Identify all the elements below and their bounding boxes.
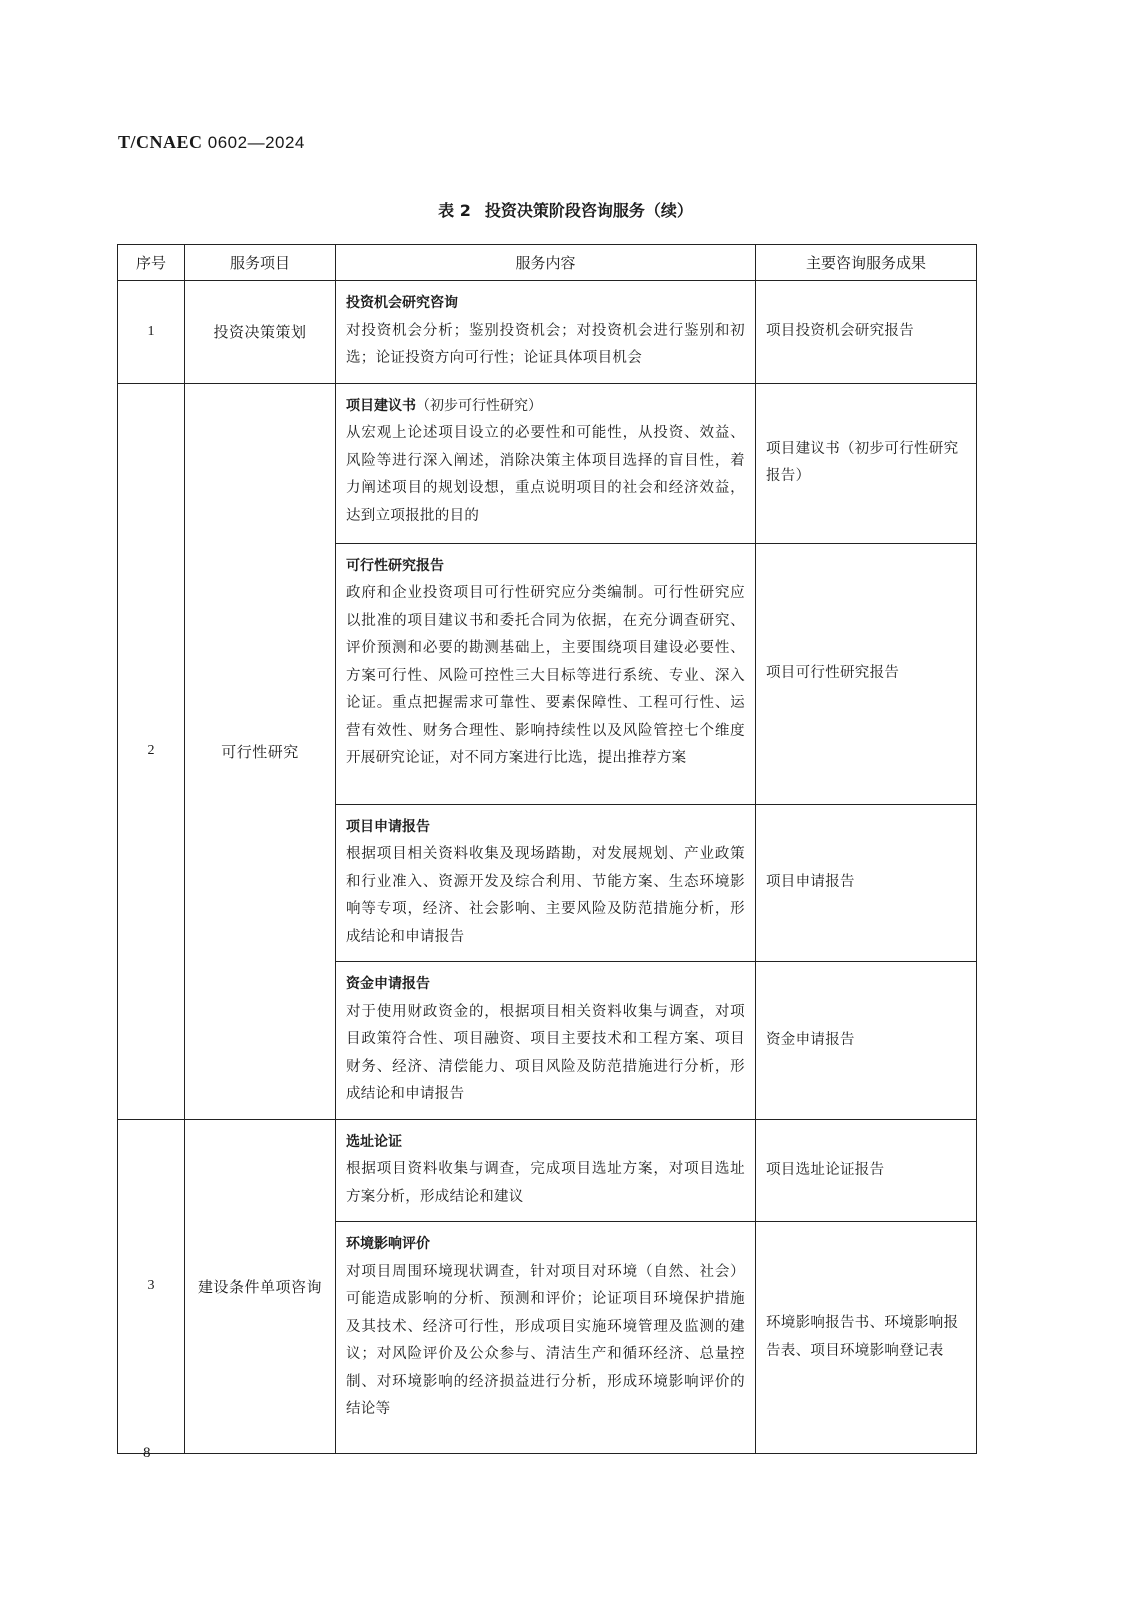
service-content-cell [336, 962, 756, 1120]
result-cell: 项目建议书（初步可行性研究报告） [756, 383, 977, 543]
service-content-cell [336, 281, 756, 384]
result-cell: 环境影响报告书、环境影响报告表、项目环境影响登记表 [756, 1222, 977, 1454]
result-cell: 资金申请报告 [756, 962, 977, 1120]
table-row [118, 383, 977, 543]
content-body: 根据项目资料收集与调查，完成项目选址方案，对项目选址方案分析，形成结论和建议 [346, 1161, 745, 1205]
content-title: 投资机会研究咨询 [346, 295, 458, 311]
standard-prefix: T/CNAEC [118, 132, 203, 152]
service-item-cell: 投资决策策划 [185, 281, 336, 384]
seq-cell: 2 [118, 383, 185, 1119]
consulting-services-table [117, 244, 977, 1454]
content-title: 资金申请报告 [346, 976, 430, 992]
seq-cell: 3 [118, 1119, 185, 1454]
content-title: 选址论证 [346, 1133, 402, 1150]
column-header-item: 服务项目 [185, 245, 336, 281]
table-header-row [118, 245, 977, 281]
result-cell: 项目投资机会研究报告 [756, 281, 977, 384]
standard-number: 0602—2024 [207, 133, 305, 152]
content-title-text: 项目建议书 [346, 397, 416, 414]
service-item-cell: 建设条件单项咨询 [185, 1119, 336, 1454]
content-body: 从宏观上论述项目设立的必要性和可能性，从投资、效益、风险等进行深入阐述，消除决策主体项目选择的盲目性，着力阐述项目的规划设想，重点说明项目的社会和经济效益，达到立项报批的目的 [346, 425, 745, 524]
column-header-seq: 序号 [118, 245, 185, 281]
content-title: 环境影响评价 [346, 1236, 430, 1252]
column-header-result: 主要咨询服务成果 [756, 245, 977, 281]
column-header-content: 服务内容 [336, 245, 756, 281]
content-body: 政府和企业投资项目可行性研究应分类编制。可行性研究应以批准的项目建议书和委托合同为依据，在充分调查研究、评价预测和必要的勘测基础上，主要围绕项目建设必要性、方案可行性、风险可控性三大目标等进行系统、专业、深入论证。重点把握需求可靠性、要素保障性、工程可行性、运营有效性、财务合理性、影响持续性以及风险管控七个维度开展研究论证，对不同方案进行比选，提出推荐方案 [346, 585, 745, 766]
content-body: 对项目周围环境现状调查，针对项目对环境（自然、社会）可能造成影响的分析、预测和评价；论证项目环境保护措施及其技术、经济可行性，形成项目实施环境管理及监测的建议；对风险评价及公众参与、清洁生产和循环经济、总量控制、对环境影响的经济损益进行分析，形成环境影响评价的结论等 [346, 1263, 745, 1417]
page-number: 8 [143, 1445, 151, 1461]
service-item-cell: 可行性研究 [185, 383, 336, 1119]
content-title: 项目申请报告 [346, 818, 430, 835]
standard-code [118, 132, 305, 153]
result-cell: 项目可行性研究报告 [756, 543, 977, 804]
result-cell: 项目申请报告 [756, 804, 977, 962]
content-title-note: （初步可行性研究） [416, 397, 542, 414]
service-content-cell [336, 383, 756, 543]
content-body: 根据项目相关资料收集及现场踏勘，对发展规划、产业政策和行业准入、资源开发及综合利用、节能方案、生态环境影响等专项，经济、社会影响、主要风险及防范措施分析，形成结论和申请报告 [346, 846, 745, 945]
table-row [118, 281, 977, 384]
content-body: 对投资机会分析；鉴别投资机会；对投资机会进行鉴别和初选；论证投资方向可行性；论证具体项目机会 [346, 322, 745, 366]
table-title: 投资决策阶段咨询服务（续） [484, 201, 693, 220]
content-body: 对于使用财政资金的，根据项目相关资料收集与调查，对项目政策符合性、项目融资、项目主要技术和工程方案、项目财务、经济、清偿能力、项目风险及防范措施进行分析，形成结论和申请报告 [346, 1003, 745, 1102]
content-title [346, 393, 745, 421]
service-content-cell [336, 1222, 756, 1454]
result-cell: 项目选址论证报告 [756, 1119, 977, 1222]
table-row [118, 1119, 977, 1222]
seq-cell: 1 [118, 281, 185, 384]
table-number: 表 2 [438, 201, 471, 220]
table-caption [0, 198, 1131, 221]
service-content-cell [336, 804, 756, 962]
service-content-cell [336, 1119, 756, 1222]
service-content-cell [336, 543, 756, 804]
content-title: 可行性研究报告 [346, 557, 444, 574]
